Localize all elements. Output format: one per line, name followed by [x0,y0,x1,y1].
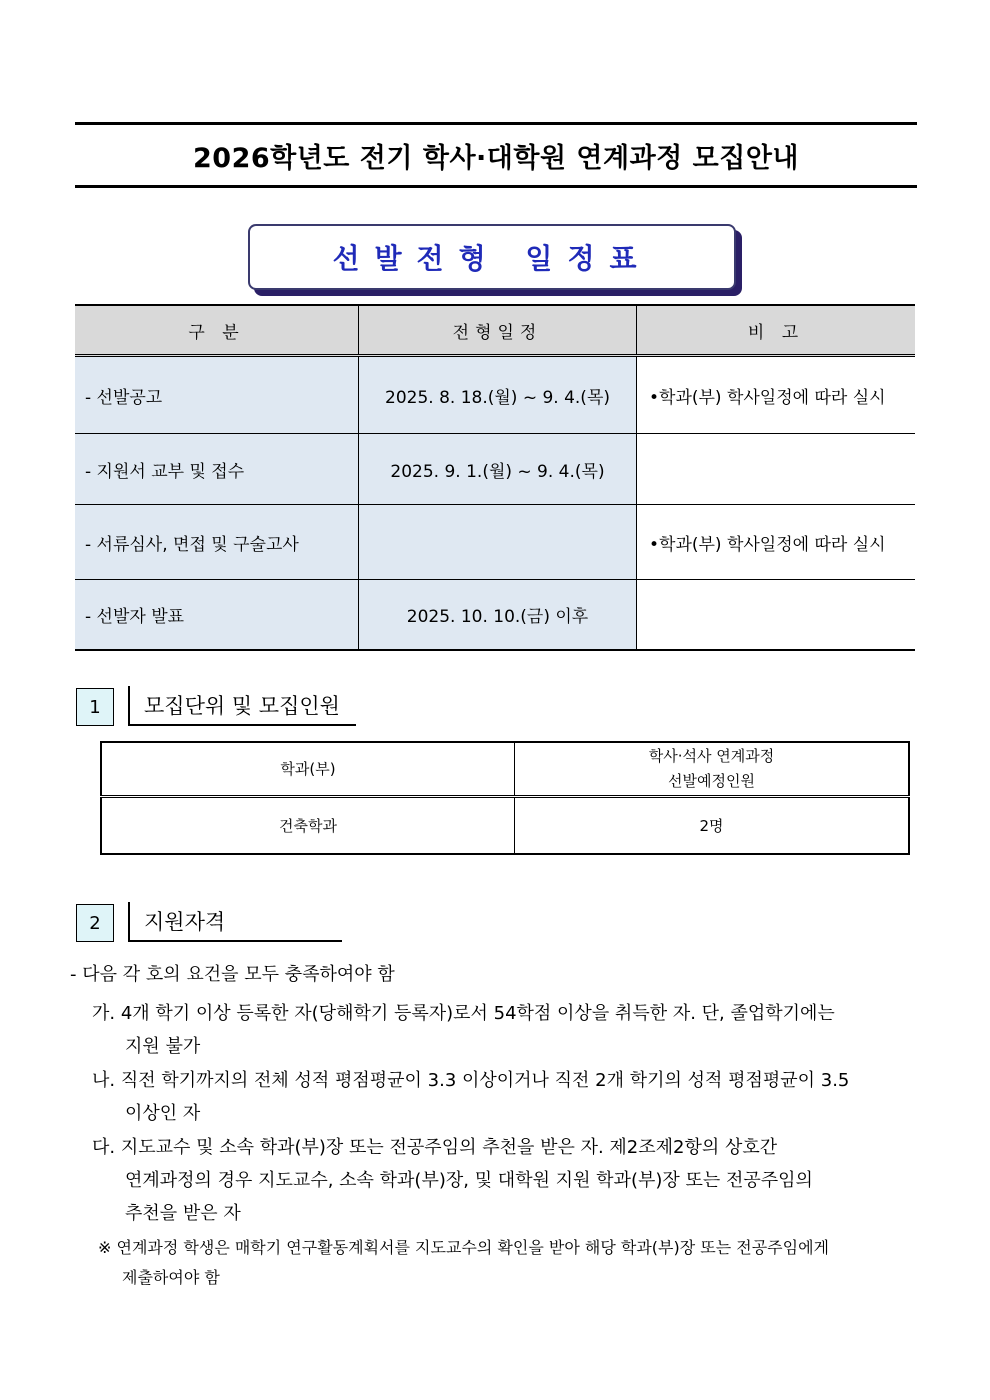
submission-note-line: 제출하여야 함 [122,1268,220,1287]
section-2-title: 지원자격 [128,902,342,942]
schedule-note-cell [637,434,916,505]
units-dept-cell: 건축학과 [279,817,337,835]
units-header-dept: 학과(부) [101,742,515,797]
schedule-note-cell [637,580,916,651]
eligibility-item-na [92,1064,922,1130]
schedule-note-cell: •학과(부) 학사일정에 따라 실시 [637,505,916,580]
recruitment-units-table [100,741,910,855]
units-header-row [101,742,909,797]
schedule-date-cell [359,505,637,580]
eligibility-item-da [92,1131,922,1230]
table-row [101,797,909,855]
table-row [75,356,915,434]
section-1-title: 모집단위 및 모집인원 [128,686,356,726]
units-header-quota-line1: 학사·석사 연계과정 [648,747,775,765]
table-row [75,580,915,651]
submission-note-line: ※ 연계과정 학생은 매학기 연구활동계획서를 지도교수의 확인을 받아 해당 학과(부)장 또는 전공주임에게 [98,1238,829,1257]
schedule-header-date: 전형일정 [359,305,637,356]
table-row [75,505,915,580]
eligibility-item-ga [92,997,922,1063]
schedule-table [75,304,915,651]
schedule-header-note: 비 고 [637,305,916,356]
schedule-category-cell: - 선발자 발표 [75,580,359,651]
schedule-date-cell: 2025. 10. 10.(금) 이후 [359,580,637,651]
eligibility-item-line: 연계과정의 경우 지도교수, 소속 학과(부)장, 및 대학원 지원 학과(부)장 또는 전공주임의 [125,1170,813,1191]
document-title: 2026학년도 전기 학사·대학원 연계과정 모집안내 [193,142,799,174]
eligibility-item-line: 나. 직전 학기까지의 전체 성적 평점평균이 3.3 이상이거나 직전 2개 학기의 성적 평점평균이 3.5 [92,1070,850,1091]
schedule-date-cell: 2025. 9. 1.(월) ~ 9. 4.(목) [359,434,637,505]
schedule-date-cell: 2025. 8. 18.(월) ~ 9. 4.(목) [359,356,637,434]
schedule-banner [248,224,736,290]
eligibility-item-line: 이상인 자 [125,1103,201,1124]
units-header-quota [515,742,910,797]
schedule-category-cell: - 서류심사, 면접 및 구술고사 [75,505,359,580]
units-quota-cell: 2명 [515,797,910,855]
schedule-banner-text: 선발전형 일정표 [332,242,652,275]
schedule-header-row [75,305,915,356]
section-2-number: 2 [76,904,114,942]
table-row [75,434,915,505]
schedule-header-category: 구 분 [75,305,359,356]
eligibility-item-line: 추천을 받은 자 [125,1203,241,1224]
eligibility-item-line: 가. 4개 학기 이상 등록한 자(당해학기 등록자)로서 54학점 이상을 취득한 자. 단, 졸업학기에는 [92,1003,835,1024]
section-1-number: 1 [76,688,114,726]
eligibility-lead: - 다음 각 호의 요건을 모두 충족하여야 함 [70,964,395,985]
eligibility-item-line: 지원 불가 [125,1036,201,1057]
eligibility-item-line: 다. 지도교수 및 소속 학과(부)장 또는 전공주임의 추천을 받은 자. 제2조제2항의 상호간 [92,1137,778,1158]
schedule-category-cell: - 지원서 교부 및 접수 [75,434,359,505]
document-title-bar [75,122,917,188]
schedule-note-cell: •학과(부) 학사일정에 따라 실시 [637,356,916,434]
submission-note [98,1233,923,1293]
schedule-category-cell: - 선발공고 [75,356,359,434]
units-header-quota-line2: 선발예정인원 [668,772,755,790]
